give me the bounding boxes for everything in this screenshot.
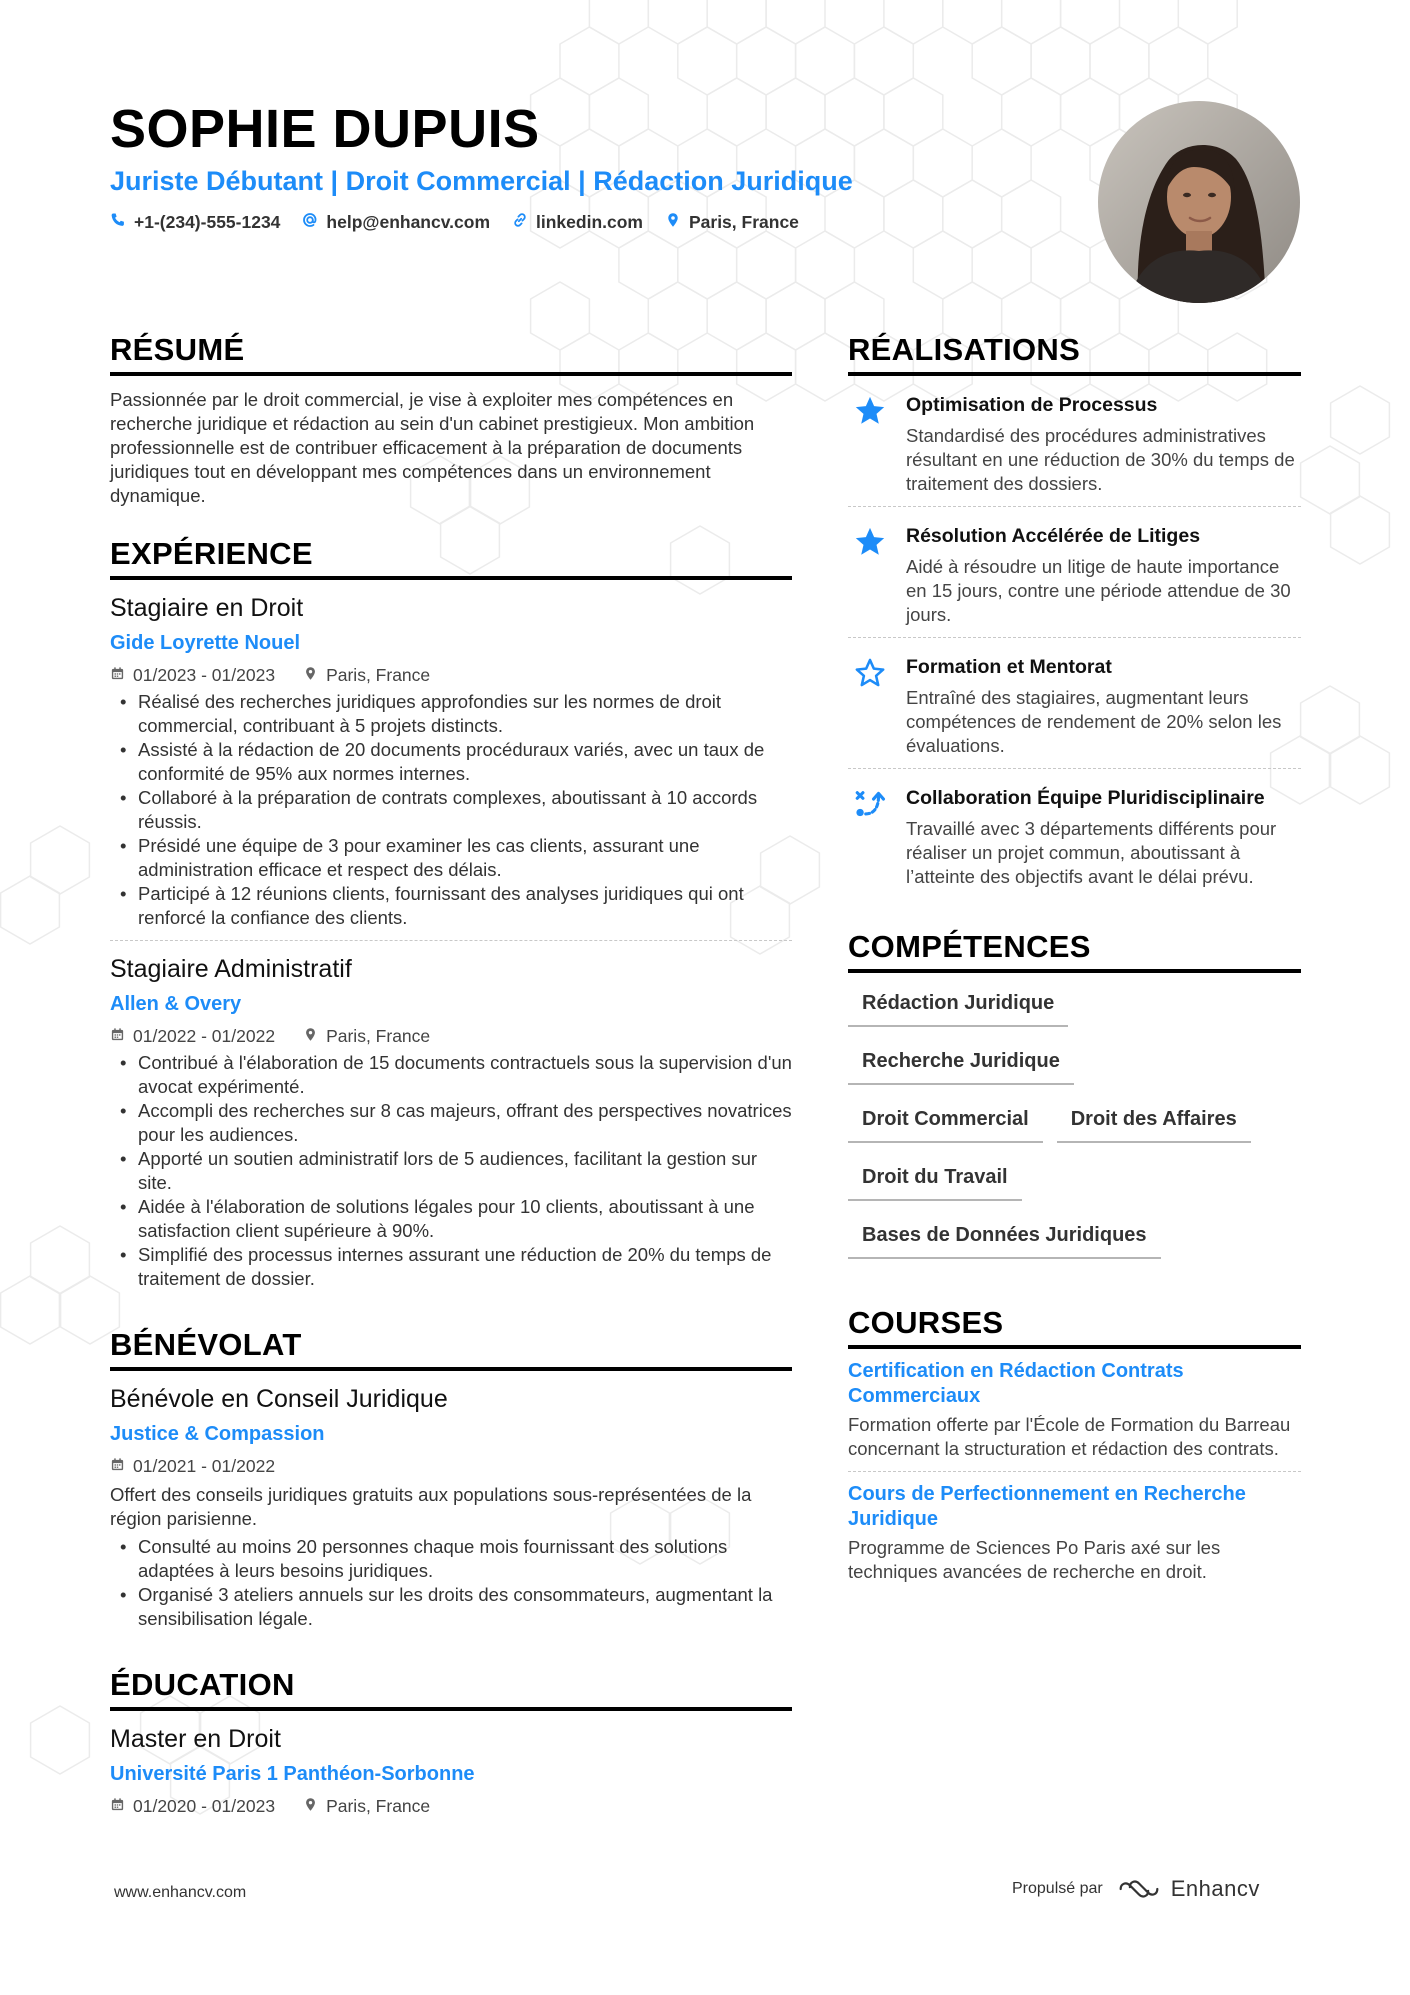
experience-section [110,534,792,1291]
enhancv-logo-icon [1117,1878,1161,1900]
footer-website[interactable]: www.enhancv.com [114,1884,247,1901]
at-icon [302,212,318,233]
achievement-title: Collaboration Équipe Pluridisciplinaire [906,787,1265,809]
entry-divider [110,940,792,941]
job-title: Stagiaire Administratif [110,955,352,983]
achievement-title: Résolution Accélérée de Litiges [906,525,1201,547]
contact-linkedin[interactable] [512,212,643,233]
volunteer-role: Bénévole en Conseil Juridique [110,1385,448,1413]
calendar-icon [110,664,125,686]
job-dates [110,664,275,686]
education-dates-text: 01/2020 - 01/2023 [133,1796,276,1816]
summary-title: RÉSUMÉ [110,330,792,376]
job-bullets [110,690,792,930]
course-description: Programme de Sciences Po Paris axé sur les techniques avancées de recherche en droit. [848,1537,1221,1582]
job-location [303,1025,430,1047]
job-bullets [110,1051,792,1291]
bullet-item: • Consulté au moins 20 personnes chaque mois fournissant des solutions adaptées à leurs besoins juridiques. [110,1535,792,1583]
achievement-item [848,768,1301,899]
right-column [848,330,1301,1620]
summary-section [110,330,792,508]
powered-by-label: Propulsé par [1012,1880,1103,1897]
candidate-headline: Juriste Débutant | Droit Commercial | Rédaction Juridique [110,166,853,196]
candidate-name: SOPHIE DUPUIS [110,99,540,159]
volunteer-bullets [110,1535,792,1631]
star-filled-icon [848,523,892,627]
course-item [848,1349,1301,1471]
volunteer-organization[interactable]: Justice & Compassion [110,1423,325,1445]
volunteer-description: Offert des conseils juridiques gratuits aux populations sous-représentées de la région parisienne. [110,1484,752,1529]
enhancv-logo[interactable] [1117,1876,1260,1902]
bullet-item: • Présidé une équipe de 3 pour examiner les cas clients, assurant une administration efficace et respect des délais. [110,834,792,882]
volunteering-title: BÉNÉVOLAT [110,1325,792,1371]
location-pin-icon [665,212,681,233]
bullet-item: • Apporté un soutien administratif lors de 5 audiences, facilitant la gestion sur site. [110,1147,792,1195]
school-name[interactable]: Université Paris 1 Panthéon-Sorbonne [110,1763,475,1785]
achievements-section [848,330,1301,899]
education-location-text: Paris, France [326,1796,431,1816]
courses-section [848,1303,1301,1594]
bullet-item: • Réalisé des recherches juridiques approfondies sur les normes de droit commercial, contribuant à 5 projets distincts. [110,690,792,738]
volunteer-meta [110,1455,792,1477]
phone-icon [110,212,126,233]
skill-tag: Bases de Données Juridiques [848,1219,1161,1259]
job-meta [110,1025,792,1047]
education-title: ÉDUCATION [110,1665,792,1711]
company-name[interactable]: Gide Loyrette Nouel [110,632,301,654]
achievement-title: Optimisation de Processus [906,394,1158,416]
link-icon [512,212,528,233]
bullet-item: • Simplifié des processus internes assurant une réduction de 20% du temps de traitement de dossier. [110,1243,792,1291]
skill-tag: Droit Commercial [848,1103,1043,1143]
calendar-icon [110,1025,125,1047]
skills-list [848,987,1301,1277]
job-location-text: Paris, France [326,1026,431,1046]
bullet-item: • Contribué à l'élaboration de 15 documents contractuels sous la supervision d'un avocat expérimenté. [110,1051,792,1099]
contact-phone[interactable] [110,212,280,233]
course-item [848,1471,1301,1594]
volunteer-dates-text: 01/2021 - 01/2022 [133,1456,276,1476]
skill-tag: Recherche Juridique [848,1045,1074,1085]
bullet-item: • Aidée à l'élaboration de solutions légales pour 10 clients, aboutissant à une satisfaction client supérieure à 90%. [110,1195,792,1243]
achievement-item [848,506,1301,637]
job-dates [110,1025,275,1047]
achievement-item [848,637,1301,768]
skill-tag: Rédaction Juridique [848,987,1068,1027]
experience-entry [110,953,792,1291]
achievement-description: Entraîné des stagiaires, augmentant leurs compétences de rendement de 20% selon les évaluations. [906,687,1282,756]
email-text: help@enhancv.com [326,212,491,232]
strategy-icon [848,785,892,889]
enhancv-logo-text: Enhancv [1170,1876,1260,1901]
experience-entry [110,592,792,941]
course-title[interactable]: Cours de Perfectionnement en Recherche Juridique [848,1483,1246,1530]
job-location-text: Paris, France [326,665,431,685]
summary-text: Passionnée par le droit commercial, je vise à exploiter mes compétences en recherche juridique et rédaction au sein d'un cabinet prestigieux. Mon ambition professionnelle est de contribuer efficacement à la préparation de documents juridiques tout en développant mes compétences dans un environnement dynamique. [110,389,755,506]
contact-location [665,212,799,233]
bullet-item: • Assisté à la rédaction de 20 documents procéduraux variés, avec un taux de conformité de 95% aux normes internes. [110,738,792,786]
achievement-description: Travaillé avec 3 départements différents pour réaliser un projet commun, aboutissant à l’atteinte des objectifs avant le délai prévu. [906,818,1277,887]
calendar-icon [110,1455,125,1477]
volunteering-section [110,1325,792,1631]
bullet-item: • Participé à 12 réunions clients, fournissant des analyses juridiques qui ont renforcé la confiance des clients. [110,882,792,930]
contact-email[interactable] [302,212,490,233]
bullet-item: • Accompli des recherches sur 8 cas majeurs, offrant des perspectives novatrices pour les audiences. [110,1099,792,1147]
job-dates-text: 01/2022 - 01/2022 [133,1026,276,1046]
skills-title: COMPÉTENCES [848,927,1301,973]
job-title: Stagiaire en Droit [110,594,304,622]
skill-tag: Droit du Travail [848,1161,1022,1201]
contact-list [110,212,1070,233]
experience-title: EXPÉRIENCE [110,534,792,580]
location-text: Paris, France [688,212,799,232]
bullet-item: • Collaboré à la préparation de contrats complexes, aboutissant à 10 accords réussis. [110,786,792,834]
linkedin-text: linkedin.com [536,212,643,232]
location-pin-icon [303,1795,318,1817]
skill-tag: Droit des Affaires [1057,1103,1251,1143]
volunteer-dates [110,1455,275,1477]
education-location [303,1795,430,1817]
achievement-description: Standardisé des procédures administratives résultant en une réduction de 30% du temps de traitement des dossiers. [906,425,1295,494]
star-outline-icon [848,654,892,758]
achievement-title: Formation et Mentorat [906,656,1112,678]
degree-title: Master en Droit [110,1725,281,1753]
star-filled-icon [848,392,892,496]
location-pin-icon [303,1025,318,1047]
education-meta [110,1795,792,1817]
education-dates [110,1795,275,1817]
phone-text: +1-(234)-555-1234 [134,212,281,232]
job-meta [110,664,792,686]
profile-photo [1098,101,1300,303]
location-pin-icon [303,664,318,686]
bullet-item: • Organisé 3 ateliers annuels sur les droits des consommateurs, augmentant la sensibilisation légale. [110,1583,792,1631]
calendar-icon [110,1795,125,1817]
company-name[interactable]: Allen & Overy [110,993,242,1015]
skills-section [848,927,1301,1277]
achievements-title: RÉALISATIONS [848,330,1301,376]
resume-header [110,98,1070,233]
job-location [303,664,430,686]
course-title[interactable]: Certification en Rédaction Contrats Commerciaux [848,1360,1184,1407]
achievement-description: Aidé à résoudre un litige de haute importance en 15 jours, contre une période attendue de 30 jours. [906,556,1291,625]
left-column [110,330,792,1843]
achievement-item [848,376,1301,506]
course-description: Formation offerte par l'École de Formation du Barreau concernant la structuration et rédaction des contrats. [848,1414,1291,1459]
education-section [110,1665,792,1817]
footer-powered-by [1012,1876,1260,1902]
courses-title: COURSES [848,1303,1301,1349]
job-dates-text: 01/2023 - 01/2023 [133,665,276,685]
